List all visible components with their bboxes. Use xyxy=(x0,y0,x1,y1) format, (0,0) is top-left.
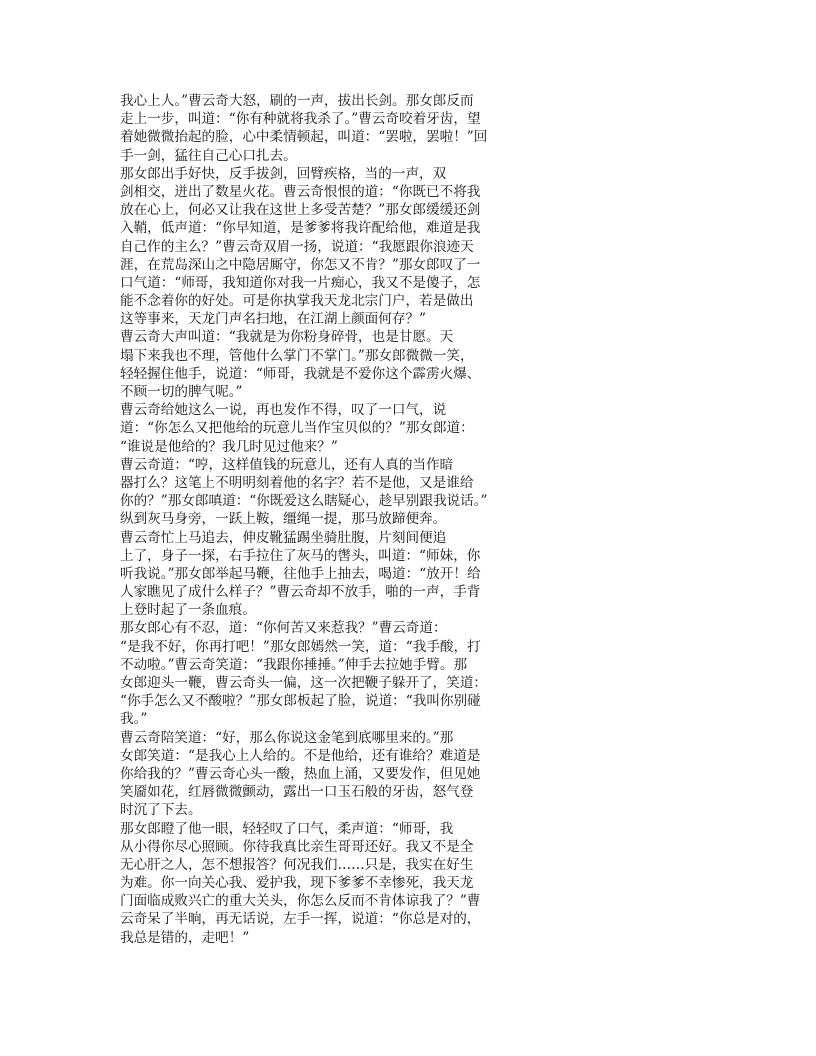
text-line: 为难。你一向关心我、爱护我，现下爹爹不幸惨死，我天龙 xyxy=(120,875,474,892)
text-line: 我总是错的，走吧！” xyxy=(120,929,250,946)
text-line: 曹云奇陪笑道：“好，那么你说这金笔到底哪里来的。”那 xyxy=(120,729,454,746)
text-line: 口气道：“师哥，我知道你对我一片痴心，我又不是傻子，怎 xyxy=(120,274,481,291)
text-line: 自己作的主么？”曹云奇双眉一扬，说道：“我愿跟你浪迹天 xyxy=(120,238,474,255)
text-line: 那女郎心有不忍，道：“你何苦又来惹我？”曹云奇道： xyxy=(120,620,447,637)
text-line: 上了，身子一探，右手拉住了灰马的辔头，叫道：“师妹，你 xyxy=(120,547,481,564)
text-line: 上登时起了一条血痕。 xyxy=(120,602,256,619)
text-line: 那女郎瞪了他一眼，轻轻叹了口气，柔声道：“师哥，我 xyxy=(120,820,454,837)
text-line: 那女郎出手好快，反手拔剑，回臂疾格，当的一声，双 xyxy=(120,165,447,182)
text-line: 能不念着你的好处。可是你执掌我天龙北宗门户，若是做出 xyxy=(120,293,474,310)
text-line: 手一剑，猛往自己心口扎去。 xyxy=(120,147,297,164)
text-line: 我心上人。”曹云奇大怒，刷的一声，拔出长剑。那女郎反而 xyxy=(120,93,474,109)
text-line: 曹云奇忙上马追去，伸皮靴猛踢坐骑肚腹，片刻间便追 xyxy=(120,529,447,546)
text-line: 不动啦。”曹云奇笑道：“我跟你捶捶。”伸手去拉她手臂。那 xyxy=(120,656,468,673)
text-line: 女郎迎头一鞭，曹云奇头一偏，这一次把鞭子躲开了，笑道： xyxy=(120,675,488,691)
text-line: 你给我的？”曹云奇心头一酸，热血上涌，又要发作，但见她 xyxy=(120,765,481,782)
text-line: 塌下来我也不理，管他什么掌门不掌门。”那女郎微微一笑， xyxy=(120,347,474,364)
text-line: “你手怎么又不酸啦？”那女郎板起了脸，说道：“我叫你别碰 xyxy=(120,693,481,710)
text-line: 你的？”那女郎嗔道：“你既爱这么瞎疑心，趁早别跟我说话。” xyxy=(120,493,488,510)
text-line: 人家瞧见了成什么样子？”曹云奇却不放手，啪的一声，手背 xyxy=(120,584,481,601)
text-line: 放在心上，何必又让我在这世上多受苦楚？”那女郎缓缓还剑 xyxy=(120,202,481,219)
text-line: 听我说。”那女郎举起马鞭，往他手上抽去，喝道：“放开！给 xyxy=(120,565,481,582)
text-line: 剑相交，迸出了数星火花。曹云奇恨恨的道：“你既已不将我 xyxy=(120,183,481,200)
body-text xyxy=(120,92,520,947)
text-line: 着她微微抬起的脸，心中柔情顿起，叫道：“罢啦，罢啦！”回 xyxy=(120,129,488,146)
text-line: 不顾一切的脾气呢。” xyxy=(120,384,243,400)
text-line: 曹云奇大声叫道：“我就是为你粉身碎骨，也是甘愿。天 xyxy=(120,329,454,346)
text-line: “是我不好，你再打吧！”那女郎嫣然一笑，道：“我手酸，打 xyxy=(120,638,481,655)
text-line: 曹云奇给她这么一说，再也发作不得，叹了一口气，说 xyxy=(120,402,447,419)
text-line: 笑靥如花，红唇微微颤动，露出一口玉石般的牙齿，怒气登 xyxy=(120,784,474,801)
text-line: 入鞘，低声道：“你早知道，是爹爹将我许配给他，难道是我 xyxy=(120,220,481,237)
text-line: 时沉了下去。 xyxy=(120,802,202,819)
text-line: 纵到灰马身旁，一跃上鞍，缰绳一提，那马放蹄便奔。 xyxy=(120,511,447,528)
text-line: 门面临成败兴亡的重大关头，你怎么反而不肯体谅我了？”曹 xyxy=(120,893,481,910)
text-line: 我。” xyxy=(120,711,148,728)
text-line: 无心肝之人，怎不想报答？何况我们……只是，我实在好生 xyxy=(120,856,474,873)
text-line: 道：“你怎么又把他给的玩意儿当作宝贝似的？”那女郎道： xyxy=(120,420,474,437)
text-line: 走上一步，叫道：“你有种就将我杀了。”曹云奇咬着牙齿，望 xyxy=(120,111,481,128)
text-line: 云奇呆了半晌，再无话说，左手一挥，说道：“你总是对的， xyxy=(120,911,481,928)
text-line: 曹云奇道：“哼，这样值钱的玩意儿，还有人真的当作暗 xyxy=(120,456,454,473)
text-line: 这等事来，天龙门声名扫地，在江湖上颜面何存？” xyxy=(120,311,427,328)
text-line: 女郎笑道：“是我心上人给的。不是他给，还有谁给？难道是 xyxy=(120,747,481,764)
text-line: “谁说是他给的？我几时见过他来？” xyxy=(120,438,338,455)
text-line: 轻轻握住他手，说道：“师哥，我就是不爱你这个霹雳火爆、 xyxy=(120,365,481,382)
text-line: 涯，在荒岛深山之中隐居厮守，你怎又不肯？”那女郎叹了一 xyxy=(120,256,481,273)
text-line: 从小得你尽心照顾。你待我真比亲生哥哥还好。我又不是全 xyxy=(120,838,474,855)
text-line: 器打么？这笔上不明明刻着他的名字？若不是他，又是谁给 xyxy=(120,474,474,491)
